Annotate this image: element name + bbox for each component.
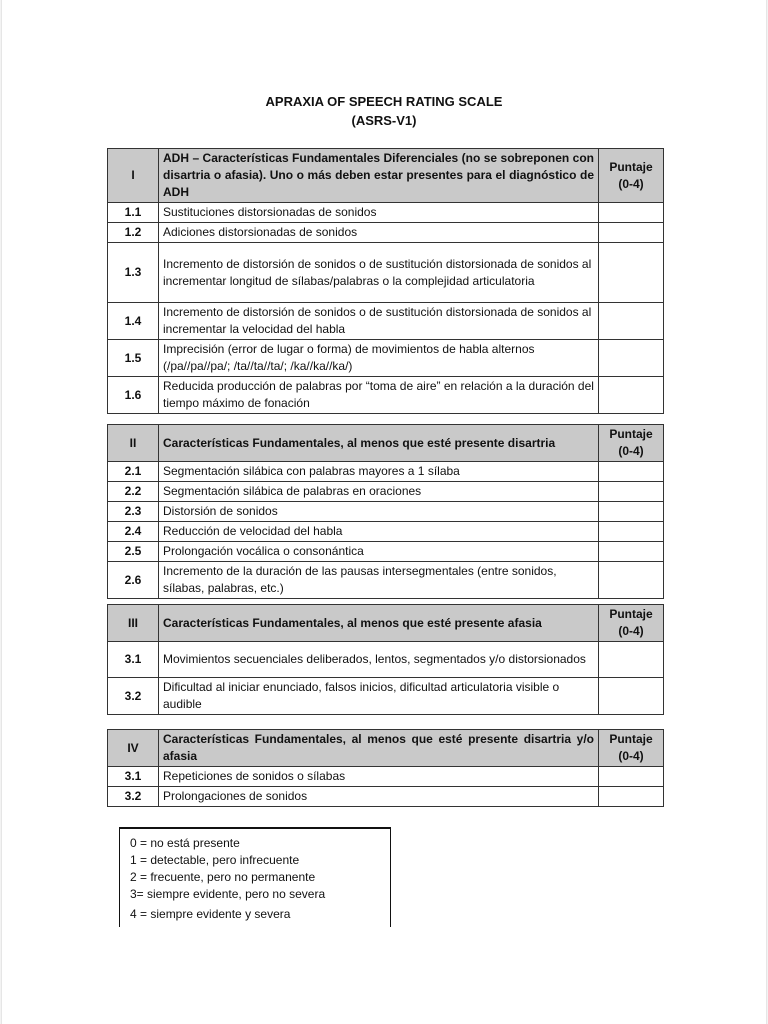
item-text: Adiciones distorsionadas de sonidos <box>159 223 599 243</box>
item-number: 3.2 <box>108 787 159 807</box>
section-header-text: Características Fundamentales, al menos que esté presente disartria y/o afasia <box>159 730 599 767</box>
score-column-header: Puntaje (0-4) <box>599 149 664 203</box>
item-number: 1.6 <box>108 377 159 414</box>
item-number: 2.6 <box>108 562 159 599</box>
rating-table-section-2 <box>107 424 664 599</box>
table-row <box>108 340 664 377</box>
section-roman-numeral: III <box>108 605 159 642</box>
score-column-header: Puntaje (0-4) <box>599 730 664 767</box>
rating-table-section-3 <box>107 604 664 715</box>
document-page <box>2 0 766 1024</box>
section-header-row <box>108 425 664 462</box>
table-row <box>108 203 664 223</box>
rating-table-section-4 <box>107 729 664 807</box>
legend-item: 4 = siempre evidente y severa <box>130 907 291 921</box>
legend-item: 2 = frecuente, pero no permanente <box>130 870 316 884</box>
table-row <box>108 462 664 482</box>
section-header-row <box>108 730 664 767</box>
score-cell[interactable] <box>599 462 664 482</box>
item-text: Segmentación silábica de palabras en oraciones <box>159 482 599 502</box>
score-cell[interactable] <box>599 678 664 715</box>
section-roman-numeral: I <box>108 149 159 203</box>
item-text: Sustituciones distorsionadas de sonidos <box>159 203 599 223</box>
score-cell[interactable] <box>599 502 664 522</box>
section-header-row <box>108 605 664 642</box>
legend-item: 3= siempre evidente, pero no severa <box>130 887 326 901</box>
score-cell[interactable] <box>599 642 664 678</box>
item-text: Distorsión de sonidos <box>159 502 599 522</box>
section-roman-numeral: IV <box>108 730 159 767</box>
item-number: 3.1 <box>108 767 159 787</box>
table-row <box>108 502 664 522</box>
table-row <box>108 787 664 807</box>
rating-table-section-1 <box>107 148 664 414</box>
item-text: Prolongación vocálica o consonántica <box>159 542 599 562</box>
item-number: 2.5 <box>108 542 159 562</box>
section-header-text: ADH – Características Fundamentales Diferenciales (no se sobreponen con disartria o afasia). Uno o más deben estar presentes para el diagnóstico de ADH <box>159 149 599 203</box>
item-number: 2.3 <box>108 502 159 522</box>
item-text: Repeticiones de sonidos o sílabas <box>159 767 599 787</box>
item-text: Reducida producción de palabras por “toma de aire” en relación a la duración del tiempo máximo de fonación <box>159 377 599 414</box>
item-number: 3.1 <box>108 642 159 678</box>
score-column-header: Puntaje (0-4) <box>599 425 664 462</box>
table-row <box>108 642 664 678</box>
score-cell[interactable] <box>599 562 664 599</box>
item-number: 1.3 <box>108 243 159 303</box>
table-row <box>108 482 664 502</box>
item-text: Segmentación silábica con palabras mayores a 1 sílaba <box>159 462 599 482</box>
table-row <box>108 377 664 414</box>
table-row <box>108 562 664 599</box>
score-cell[interactable] <box>599 340 664 377</box>
table-row <box>108 303 664 340</box>
section-header-row <box>108 149 664 203</box>
item-number: 2.2 <box>108 482 159 502</box>
table-row <box>108 522 664 542</box>
item-number: 1.1 <box>108 203 159 223</box>
score-cell[interactable] <box>599 482 664 502</box>
score-cell[interactable] <box>599 377 664 414</box>
item-number: 3.2 <box>108 678 159 715</box>
item-text: Prolongaciones de sonidos <box>159 787 599 807</box>
item-number: 2.1 <box>108 462 159 482</box>
score-cell[interactable] <box>599 522 664 542</box>
score-cell[interactable] <box>599 303 664 340</box>
section-header-text: Características Fundamentales, al menos que esté presente disartria <box>159 425 599 462</box>
section-roman-numeral: II <box>108 425 159 462</box>
score-column-header: Puntaje (0-4) <box>599 605 664 642</box>
item-number: 1.4 <box>108 303 159 340</box>
item-text: Incremento de la duración de las pausas intersegmentales (entre sonidos, sílabas, palabras, etc.) <box>159 562 599 599</box>
score-cell[interactable] <box>599 223 664 243</box>
score-cell[interactable] <box>599 243 664 303</box>
legend-item: 1 = detectable, pero infrecuente <box>130 853 300 867</box>
score-legend <box>119 827 391 927</box>
document-subtitle: (ASRS-V1) <box>351 113 417 128</box>
item-number: 1.2 <box>108 223 159 243</box>
table-row <box>108 767 664 787</box>
score-cell[interactable] <box>599 542 664 562</box>
item-number: 1.5 <box>108 340 159 377</box>
item-number: 2.4 <box>108 522 159 542</box>
document-title: APRAXIA OF SPEECH RATING SCALE <box>265 94 503 109</box>
table-row <box>108 243 664 303</box>
table-row <box>108 678 664 715</box>
section-header-text: Características Fundamentales, al menos que esté presente afasia <box>159 605 599 642</box>
table-row <box>108 542 664 562</box>
table-row <box>108 223 664 243</box>
item-text: Incremento de distorsión de sonidos o de sustitución distorsionada de sonidos al incrementar longitud de sílabas/palabras o la complejidad articulatoria <box>159 243 599 303</box>
item-text: Imprecisión (error de lugar o forma) de movimientos de habla alternos (/pa//pa//pa/; /ta//ta//ta/; /ka//ka//ka/) <box>159 340 599 377</box>
score-cell[interactable] <box>599 203 664 223</box>
item-text: Dificultad al iniciar enunciado, falsos inicios, dificultad articulatoria visible o audible <box>159 678 599 715</box>
score-cell[interactable] <box>599 787 664 807</box>
item-text: Reducción de velocidad del habla <box>159 522 599 542</box>
item-text: Movimientos secuenciales deliberados, lentos, segmentados y/o distorsionados <box>159 642 599 678</box>
item-text: Incremento de distorsión de sonidos o de sustitución distorsionada de sonidos al incrementar la velocidad del habla <box>159 303 599 340</box>
score-cell[interactable] <box>599 767 664 787</box>
legend-item: 0 = no está presente <box>130 836 240 850</box>
